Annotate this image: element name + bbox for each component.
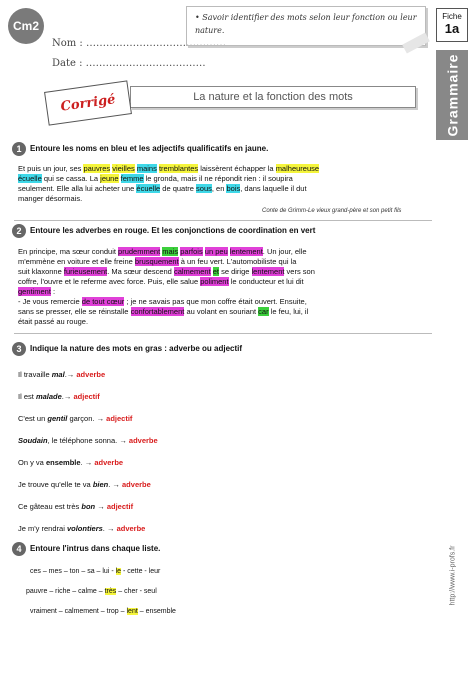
website-credit: http://www.i-profs.fr (449, 545, 457, 605)
date-field[interactable]: Date : ……………………………… (52, 58, 206, 69)
ex3-sentence: Ce gâteau est très bon → adjectif (18, 502, 134, 511)
ex3-sentence: Je trouve qu'elle te va bien. → adverbe (18, 480, 151, 489)
objective-box (186, 6, 426, 46)
page-title: La nature et la fonction des mots (130, 86, 416, 108)
exercise-2-instruction: Entoure les adverbes en rouge. Et les conjonctions de coordination en vert (30, 226, 316, 235)
ex2-line-1: En principe, ma sœur conduit prudemment mais parfois un peu lentement. Un jour, elle (18, 247, 307, 256)
objective-text: Savoir identifier des mots selon leur fonction ou leur nature. (195, 13, 417, 35)
exercise-1-number: 1 (12, 142, 26, 156)
intrus-list: vraiment – calmement – trop – lent – ensemble (30, 608, 176, 615)
subject-label: Grammaire (444, 53, 460, 137)
ex2-line-7: sans se presser, elle se réinstalle confortablement au volant en souriant car le feu, lui, il (18, 307, 309, 316)
fiche-number: 1a (444, 21, 460, 36)
name-field[interactable]: Nom : …………………………………… (52, 38, 226, 49)
ex3-sentence: Il travaille mal.→ adverbe (18, 370, 106, 379)
ex2-line-6: - Je vous remercie de tout cœur ; je ne savais pas que mon coffre était ouvert. Ensuite, (18, 297, 307, 306)
exercise-1-credit: Conte de Grimm-Le vieux grand-père et son petit fils (262, 208, 402, 214)
ex2-line-5: gentiment : (18, 287, 56, 296)
corrige-stamp: Corrigé (44, 80, 132, 125)
exercise-3-number: 3 (12, 342, 26, 356)
fiche-box (436, 8, 468, 42)
level-badge: Cm2 (8, 8, 44, 44)
arrow-icon: → (97, 502, 105, 511)
exercise-4-number: 4 (12, 542, 26, 556)
bullet-icon: • (195, 13, 203, 22)
ex3-sentence: Il est malade.→ adjectif (18, 392, 100, 401)
arrow-icon: → (96, 414, 105, 423)
subject-tab (436, 50, 468, 140)
ex2-line-3: suit klaxonne furieusement. Ma sœur descend calmement et se dirige lentement vers son (18, 267, 315, 276)
fiche-label: Fiche (442, 12, 462, 21)
ex1-line-4: manger désormais. (18, 194, 83, 203)
ex3-sentence: On y va ensemble. → adverbe (18, 458, 124, 467)
arrow-icon: → (63, 392, 72, 401)
intrus-list: ces – mes – ton – sa – lui - le - cette - leur (30, 568, 161, 575)
arrow-icon: → (112, 480, 120, 489)
ex1-line-1: Et puis un jour, ses pauvres vieilles mains tremblantes laissèrent échapper la malheureuse (18, 164, 320, 173)
arrow-icon: → (106, 524, 115, 533)
exercise-2-number: 2 (12, 224, 26, 238)
exercise-4-instruction: Entoure l'intrus dans chaque liste. (30, 544, 161, 553)
divider (14, 333, 432, 334)
ex3-sentence: C'est un gentil garçon. → adjectif (18, 414, 133, 423)
arrow-icon: → (119, 436, 127, 445)
exercise-1-text (18, 164, 438, 204)
ex3-sentence: Je m'y rendrai volontiers. → adverbe (18, 524, 146, 533)
intrus-list: pauvre – riche – calme – très – cher - seul (26, 588, 157, 595)
ex2-line-2: m'emmène en voiture et elle freine brusquement à un feu vert. L'automobiliste qui la (18, 257, 297, 266)
exercise-2-text (18, 247, 438, 327)
ex1-line-3: seulement. Elle alla lui acheter une écuelle de quatre sous, en bois, dans laquelle il dut (18, 184, 307, 193)
arrow-icon: → (66, 370, 75, 379)
divider (14, 220, 432, 221)
exercise-1-instruction: Entoure les noms en bleu et les adjectifs qualificatifs en jaune. (30, 144, 269, 153)
ex2-line-4: coffre, l'ouvre et le referme avec force. Puis, elle salue poliment le conducteur et lui dit (18, 277, 304, 286)
arrow-icon: → (84, 458, 93, 467)
exercise-3-instruction: Indique la nature des mots en gras : adverbe ou adjectif (30, 344, 243, 353)
ex3-sentence: Soudain, le téléphone sonna. → adverbe (18, 436, 158, 445)
ex2-line-8: était passé au rouge. (18, 317, 89, 326)
ex1-line-2: écuelle qui se cassa. La jeune femme le gronda, mais il ne répondit rien : il soupira (18, 174, 293, 183)
